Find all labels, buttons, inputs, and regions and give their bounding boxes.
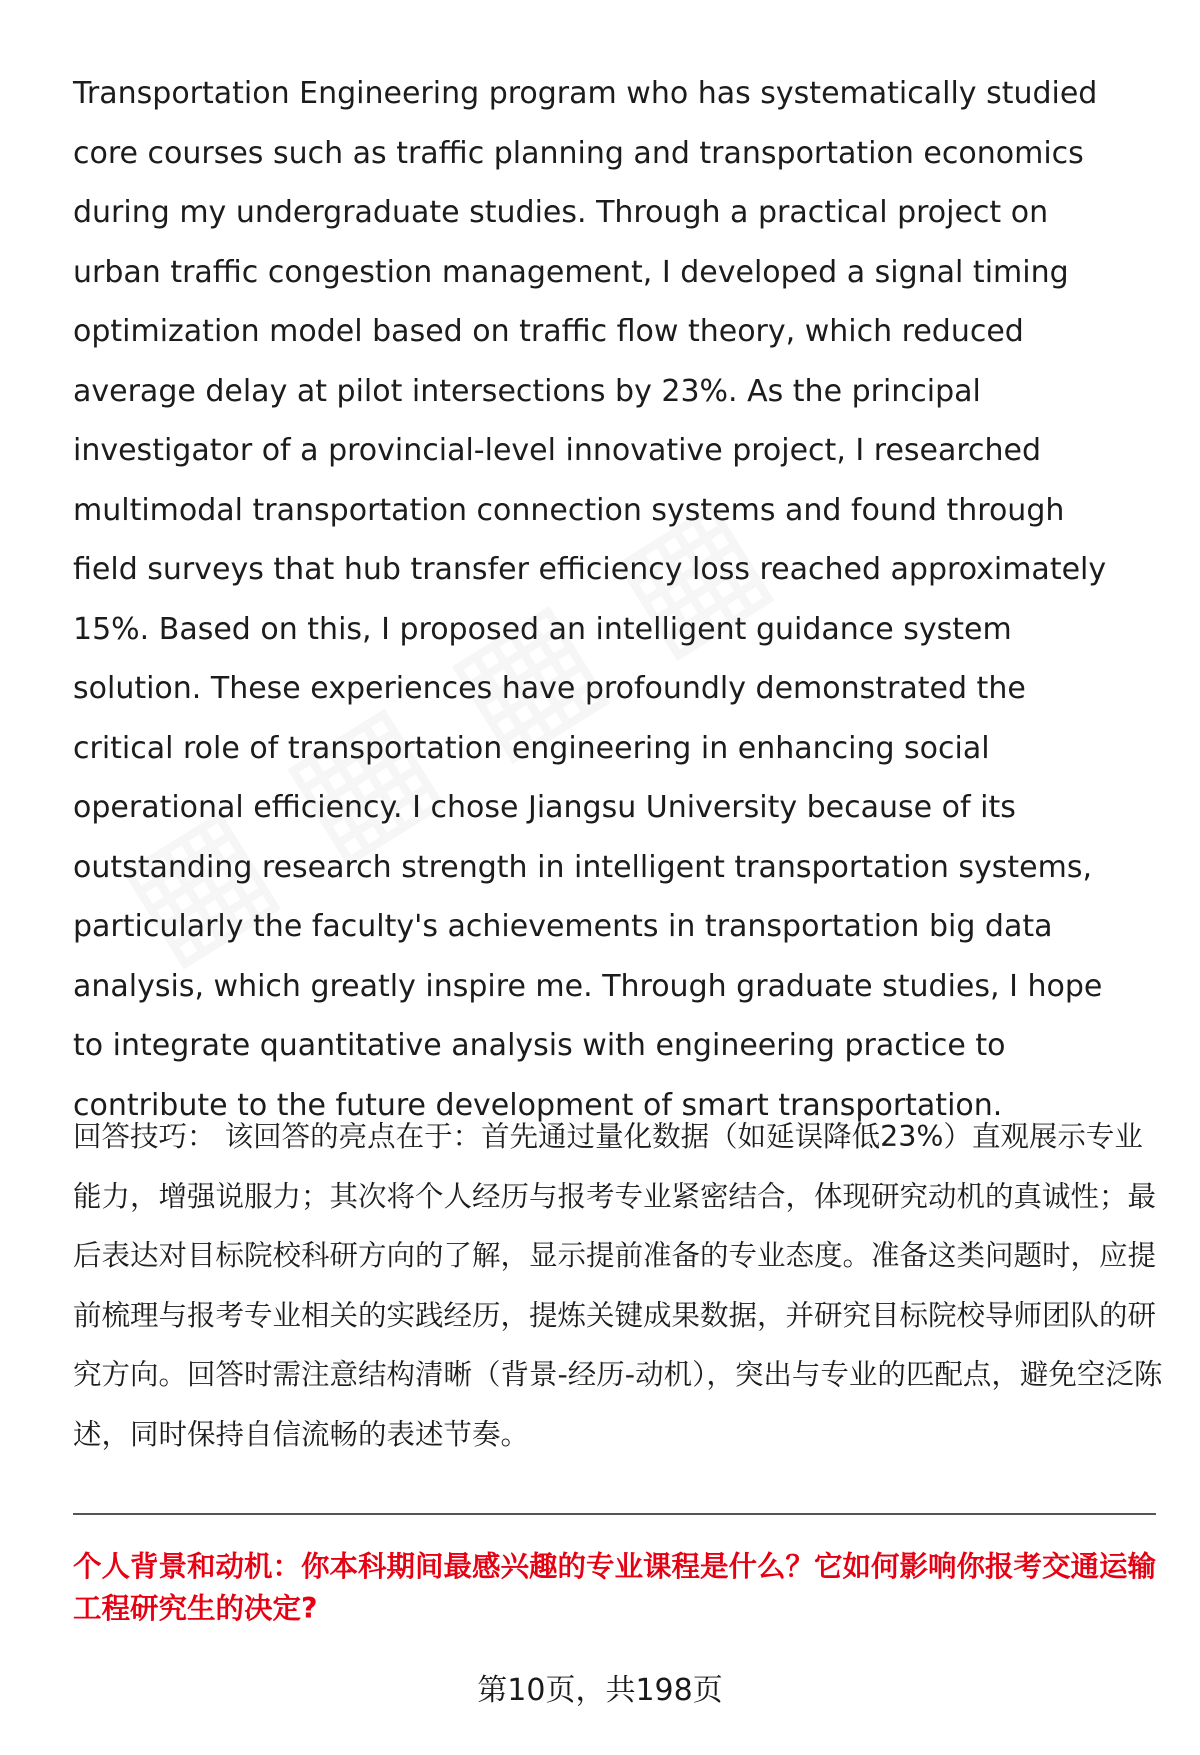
section-divider xyxy=(73,1513,1156,1515)
tips-text: 该回答的亮点在于：首先通过量化数据（如延误降低23%）直观展示专业能力，增强说服力；其次将个人经历与报考专业紧密结合，体现研究动机的真诚性；最后表达对目标院校科研方向的了解，显示提前准备的专业态度。准备这类问题时，应提前梳理与报考专业相关的实践经历，提炼关键成果数据，并研究目标院校导师团队的研究方向。回答时需注意结构清晰（背景-经历-动机），突出与专业的匹配点，避免空泛陈述，同时保持自信流畅的表述节奏。 xyxy=(73,1120,1163,1451)
page-number: 第10页，共198页 xyxy=(477,1673,723,1708)
tips-label: 回答技巧： xyxy=(73,1120,216,1153)
next-question-heading: 个人背景和动机：你本科期间最感兴趣的专业课程是什么？它如何影响你报考交通运输工程研究生的决定? xyxy=(73,1550,1157,1625)
answer-tips xyxy=(73,1107,1163,1464)
answer-paragraph: Transportation Engineering program who has systematically studied core courses such as traffic planning and transportation economics during my undergraduate studies. Through a practical project on urban traffic congestion management, I developed a signal timing optimization model based on traffic flow theory, which reduced average delay at pilot intersections by 23%. As the principal investigator of a provincial-level innovative project, I researched multimodal transportation connection systems and found through field surveys that hub transfer efficiency loss reached approximately 15%. Based on this, I proposed an intelligent guidance system solution. These experiences have profoundly demonstrated the critical role of transportation engineering in enhancing social operational efficiency. I chose Jiangsu University because of its outstanding research strength in intelligent transportation systems, particularly the faculty's achievements in transportation big data analysis, which greatly inspire me. Through graduate studies, I hope to integrate quantitative analysis with engineering practice to contribute to the future development of smart transportation. xyxy=(73,76,1107,1123)
